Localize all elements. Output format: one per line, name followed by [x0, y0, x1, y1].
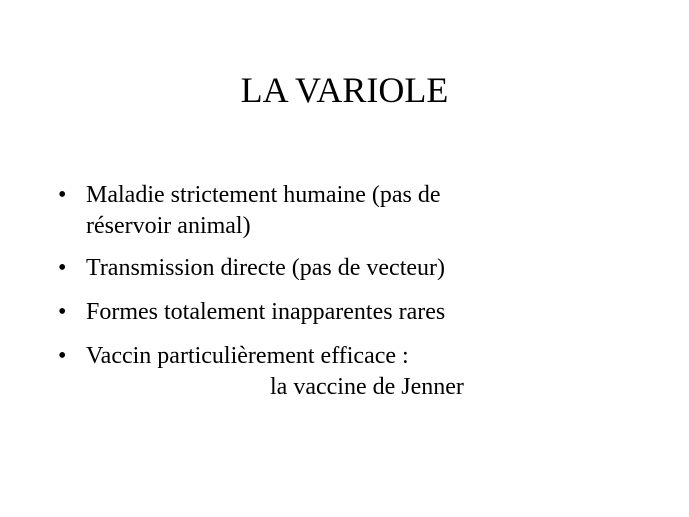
bullet-text-line: la vaccine de Jenner [270, 374, 464, 400]
bullet-text-line: réservoir animal) [86, 213, 251, 239]
bullet-text-line: Formes totalement inapparentes rares [86, 299, 446, 325]
bullet-item-reservoir [58, 180, 658, 242]
bullet-icon: • [58, 299, 67, 325]
bullet-text-line: Maladie strictement humaine (pas de [86, 182, 441, 208]
bullet-text-line: Vaccin particulièrement efficace : [86, 343, 409, 369]
bullet-icon: • [58, 255, 67, 281]
bullet-icon: • [58, 182, 67, 208]
bullet-item-formes [58, 297, 658, 328]
bullet-icon: • [58, 343, 67, 369]
bullet-list [58, 180, 658, 416]
slide-title: LA VARIOLE [240, 70, 449, 110]
bullet-text-line: Transmission directe (pas de vecteur) [86, 255, 446, 281]
bullet-item-vaccin [58, 341, 658, 403]
bullet-item-transmission [58, 253, 658, 284]
